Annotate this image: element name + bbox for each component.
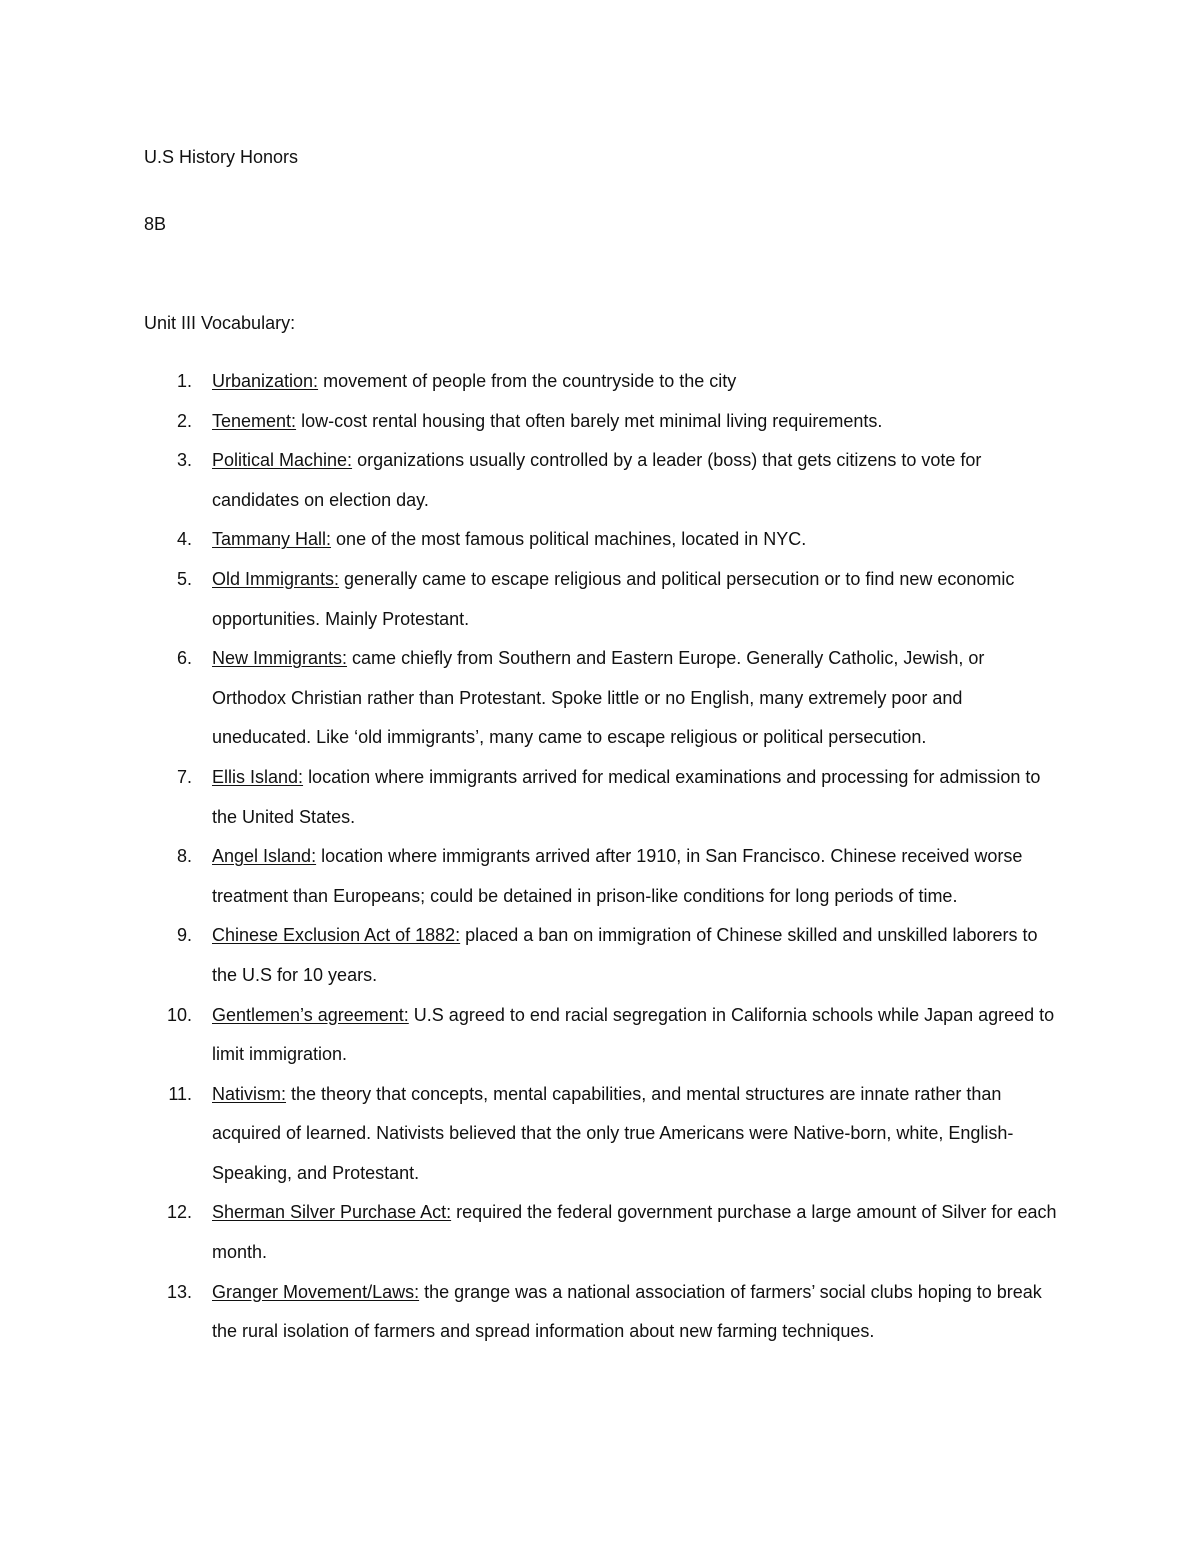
vocab-term: Gentlemen’s agreement: [212, 1004, 409, 1025]
vocab-term: Political Machine: [212, 450, 353, 471]
item-number: 2. [176, 410, 192, 431]
vocab-definition: required the federal government purchase a large amount of Silver for each month. [212, 1202, 1057, 1263]
vocab-term: Ellis Island: [212, 766, 304, 787]
item-number: 11. [168, 1083, 192, 1104]
vocab-definition: generally came to escape religious and political persecution or to find new economic opportunities. Mainly Protestant. [212, 568, 1015, 629]
vocab-item-3 [144, 441, 1059, 520]
class-section: 8B [144, 214, 167, 234]
vocab-definition: U.S agreed to end racial segregation in California schools while Japan agreed to limit immigration. [212, 1004, 1055, 1065]
item-number: 7. [176, 766, 192, 787]
item-number: 12. [166, 1202, 192, 1223]
vocab-term: New Immigrants: [212, 648, 348, 669]
vocab-term: Old Immigrants: [212, 568, 340, 589]
item-number: 13. [166, 1281, 192, 1302]
vocab-item-12 [144, 1193, 1059, 1272]
vocab-definition: placed a ban on immigration of Chinese skilled and unskilled laborers to the U.S for 10 years. [212, 925, 1038, 985]
vocab-definition: one of the most famous political machines, located in NYC. [336, 529, 807, 550]
item-number: 6. [176, 648, 192, 669]
vocabulary-list [144, 362, 1059, 1352]
vocab-term: Chinese Exclusion Act of 1882: [212, 925, 461, 946]
vocab-definition: the grange was a national association of farmers’ social clubs hoping to break the rural isolation of farmers and spread information about new farming techniques. [212, 1281, 1042, 1342]
vocab-term: Nativism: [212, 1083, 287, 1104]
vocab-definition: low-cost rental housing that often barely met minimal living requirements. [301, 410, 883, 431]
vocab-definition: the theory that concepts, mental capabilities, and mental structures are innate rather than acquired of learned. Nativists believed that the only true Americans were Native-born, white, English-Speaking, and Protestant. [212, 1083, 1014, 1183]
vocab-definition: location where immigrants arrived after 1910, in San Francisco. Chinese received worse treatment than Europeans; could be detained in prison-like conditions for long periods of time. [212, 846, 1023, 906]
vocab-item-9 [144, 916, 1059, 995]
vocab-term: Sherman Silver Purchase Act: [212, 1202, 452, 1223]
item-number: 10. [166, 1004, 192, 1025]
vocab-item-10 [144, 996, 1059, 1075]
vocab-item-5 [144, 560, 1059, 639]
vocab-term: Tenement: [212, 410, 297, 431]
item-number: 5. [176, 568, 192, 589]
item-number: 8. [176, 846, 192, 867]
vocab-definition: organizations usually controlled by a leader (boss) that gets citizens to vote for candidates on election day. [212, 450, 982, 510]
vocab-item-2 [144, 402, 1059, 442]
item-number: 3. [176, 450, 192, 471]
unit-heading: Unit III Vocabulary: [144, 313, 296, 333]
vocab-definition: location where immigrants arrived for medical examinations and processing for admission to the United States. [212, 766, 1041, 827]
vocab-term: Tammany Hall: [212, 529, 332, 550]
vocab-term: Angel Island: [212, 846, 317, 867]
vocab-item-13 [144, 1273, 1059, 1352]
item-number: 9. [176, 925, 192, 946]
vocab-item-1 [144, 362, 1059, 402]
vocab-item-11 [144, 1075, 1059, 1194]
vocab-item-4 [144, 520, 1059, 560]
vocab-term: Urbanization: [212, 371, 319, 391]
vocab-term: Granger Movement/Laws: [212, 1281, 420, 1302]
item-number: 4. [176, 529, 192, 550]
vocab-definition: came chiefly from Southern and Eastern Europe. Generally Catholic, Jewish, or Orthodox Christian rather than Protestant. Spoke little or no English, many extremely poor and uneducated. Like ‘old immigrants’, many came to escape religious or political persecution. [212, 648, 985, 748]
vocab-definition: movement of people from the countryside to the city [323, 371, 737, 391]
vocab-item-7 [144, 758, 1059, 837]
vocab-item-8 [144, 837, 1059, 916]
vocab-item-6 [144, 639, 1059, 758]
item-number: 1. [176, 371, 192, 391]
course-title: U.S History Honors [144, 147, 299, 167]
